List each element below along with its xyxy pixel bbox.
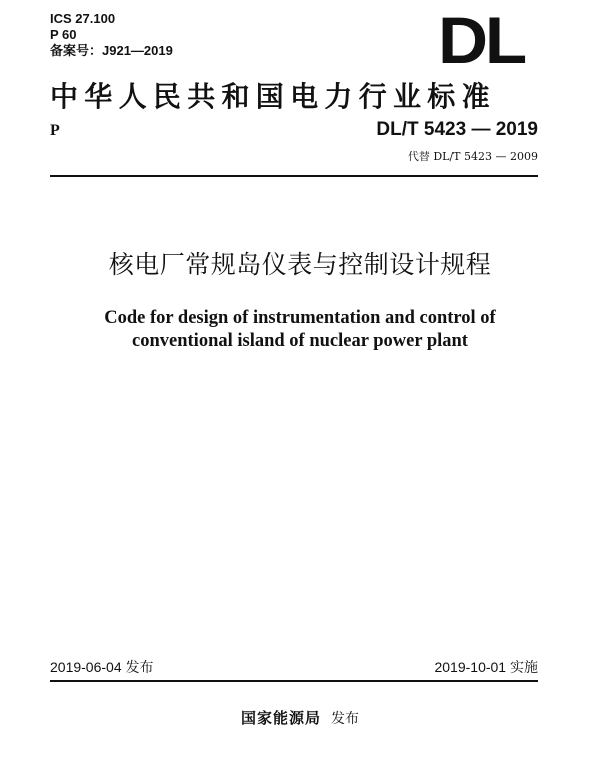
replaces-standard: 代替 DL/T 5423 — 2009 <box>407 150 538 163</box>
category-code: P 60 <box>50 27 77 42</box>
document-title-en <box>0 307 600 353</box>
publisher-line <box>0 707 600 728</box>
title-en-line2: conventional island of nuclear power plant <box>132 331 468 351</box>
dl-logo: DL <box>438 3 525 77</box>
filing-number: 备案号：J921—2019 <box>50 43 173 58</box>
ics-code: ICS 27.100 <box>50 11 116 26</box>
standard-number: DL/T 5423 — 2019 <box>376 119 538 140</box>
effective-date: 2019-10-01 实施 <box>434 659 538 675</box>
publisher-verb: 发布 <box>331 711 359 727</box>
standard-series-title: 中华人民共和国电力行业标准 <box>50 80 496 113</box>
category-letter: P <box>50 122 60 139</box>
header-divider <box>50 175 538 177</box>
publisher-org: 国家能源局 <box>240 709 321 727</box>
issue-date: 2019-06-04 发布 <box>50 659 154 675</box>
classification-block <box>50 11 173 59</box>
document-title-cn: 核电厂常规岛仪表与控制设计规程 <box>108 250 492 279</box>
title-en-line1: Code for design of instrumentation and control of <box>104 308 496 328</box>
footer-divider <box>50 680 538 682</box>
